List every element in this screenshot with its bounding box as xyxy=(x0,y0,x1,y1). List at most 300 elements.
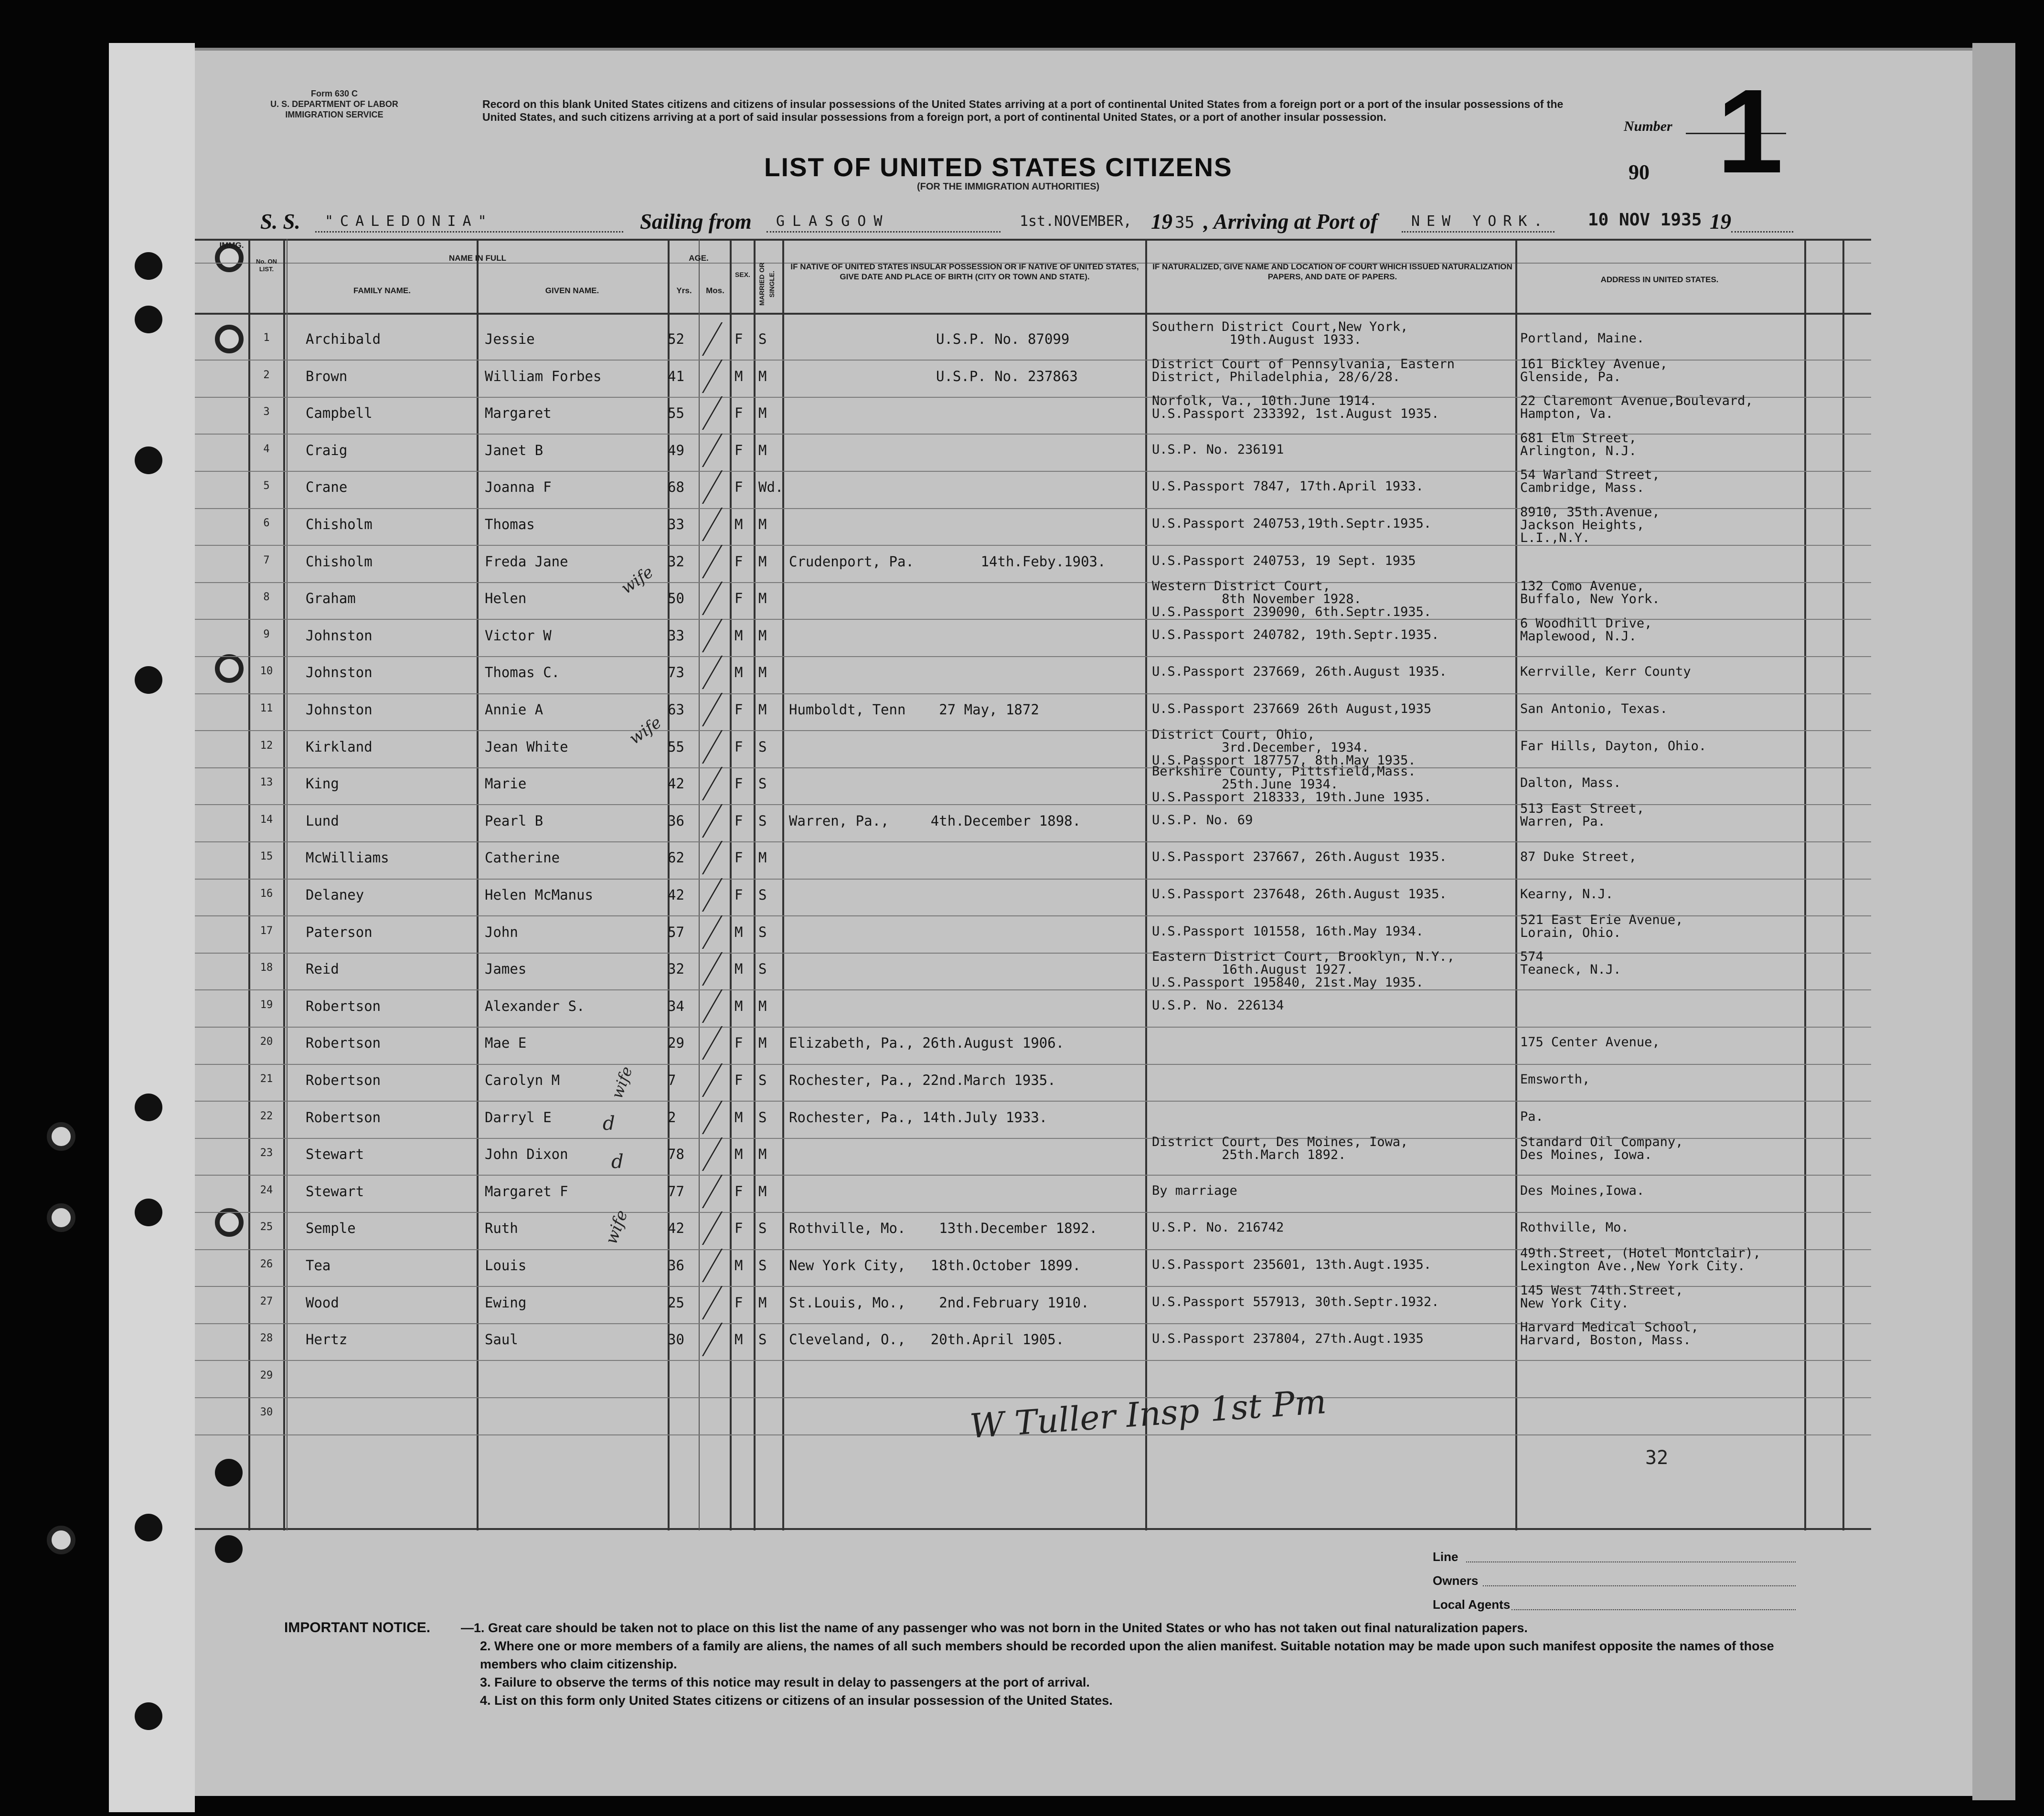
row-number: 14 xyxy=(260,813,273,826)
us-address: Kerrville, Kerr County xyxy=(1520,664,1691,680)
us-address: Dalton, Mass. xyxy=(1520,775,1621,791)
naturalization-info: U.S.Passport 237669, 26th.August 1935. xyxy=(1152,664,1447,680)
table-bottom-border xyxy=(195,1528,1871,1530)
marital-status: S xyxy=(758,1109,767,1126)
row-divider xyxy=(195,1360,1871,1361)
port-dotline xyxy=(766,231,1001,233)
binder-ring xyxy=(47,1122,75,1151)
ship-dotline xyxy=(315,231,623,233)
birth-place-date: Rochester, Pa., 22nd.March 1935. xyxy=(789,1072,1056,1088)
marital-status: M xyxy=(758,368,767,384)
us-address: 87 Duke Street, xyxy=(1520,850,1637,865)
address-header: ADDRESS IN UNITED STATES. xyxy=(1600,275,1719,284)
row-divider xyxy=(195,1175,1871,1176)
sex: F xyxy=(735,1220,743,1237)
family-name: Stewart xyxy=(306,1183,364,1200)
family-name-header: FAMILY NAME. xyxy=(353,286,411,295)
birth-place-date: Cleveland, O., 20th.April 1905. xyxy=(789,1331,1065,1348)
col-line xyxy=(782,239,784,1530)
given-name: Thomas C. xyxy=(485,664,560,681)
naturalization-info: U.S.P. No. 69 xyxy=(1152,812,1253,828)
us-address: 521 East Erie Avenue, Lorain, Ohio. xyxy=(1520,912,1683,940)
arriving-label: , Arriving at Port of xyxy=(1203,210,1378,234)
family-name: Kirkland xyxy=(306,738,373,755)
family-name: Tea xyxy=(306,1257,331,1274)
binder-hole xyxy=(135,1199,162,1226)
row-divider xyxy=(195,730,1871,731)
family-name: Craig xyxy=(306,442,348,458)
sex: F xyxy=(735,887,743,903)
service: IMMIGRATION SERVICE xyxy=(285,110,383,119)
age-years: 25 xyxy=(668,1294,684,1311)
form-number: Form 630 C xyxy=(310,89,358,98)
us-address: San Antonio, Texas. xyxy=(1520,701,1668,716)
naturalization-info: U.S.Passport 7847, 17th.April 1933. xyxy=(1152,479,1424,494)
us-address: Des Moines,Iowa. xyxy=(1520,1183,1645,1198)
owners-label: Owners xyxy=(1433,1573,1479,1588)
age-years: 42 xyxy=(668,887,684,903)
naturalization-info: U.S.P. No. 216742 xyxy=(1152,1220,1284,1235)
naturalization-info: U.S.Passport 240753, 19 Sept. 1935 xyxy=(1152,553,1416,568)
given-name-header: GIVEN NAME. xyxy=(545,286,599,295)
notice-1: —1. Great care should be taken not to place on this list the name of any passenger who was not born in the United States or who has not taken out final naturalization papers. xyxy=(461,1621,1528,1635)
row-number: 24 xyxy=(260,1184,273,1196)
us-address: 161 Bickley Avenue, Glenside, Pa. xyxy=(1520,356,1668,384)
naturalization-info: U.S.Passport 240782, 19th.Septr.1935. xyxy=(1152,627,1439,642)
sailing-label: Sailing from xyxy=(640,210,752,234)
marital-status: M xyxy=(758,627,767,644)
us-address: Standard Oil Company, Des Moines, Iowa. xyxy=(1520,1135,1683,1163)
family-name: Semple xyxy=(306,1220,356,1237)
sex: F xyxy=(735,738,743,755)
given-name: Ewing xyxy=(485,1294,527,1311)
sex: F xyxy=(735,701,743,718)
row-number: 3 xyxy=(263,406,270,418)
family-name: Robertson xyxy=(306,998,381,1014)
row-number: 28 xyxy=(260,1332,273,1345)
row-number: 15 xyxy=(260,850,273,863)
port-to: NEW YORK. xyxy=(1411,213,1549,230)
given-name: Thomas xyxy=(485,516,535,532)
sex: F xyxy=(735,850,743,866)
marital-status: S xyxy=(758,1220,767,1237)
given-name: Freda Jane xyxy=(485,553,568,570)
wife-mark: wife xyxy=(626,712,665,749)
col-line xyxy=(1145,239,1147,1530)
age-years: 78 xyxy=(668,1146,684,1163)
age-years: 36 xyxy=(668,1257,684,1274)
sex: M xyxy=(735,664,743,681)
mos-header: Mos. xyxy=(706,286,724,295)
owners-field xyxy=(1483,1585,1796,1586)
page-count: 32 xyxy=(1645,1447,1669,1469)
sex: M xyxy=(735,627,743,644)
sex: M xyxy=(735,961,743,977)
sex: F xyxy=(735,775,743,792)
wife-mark: wife xyxy=(602,1208,632,1247)
family-name: Paterson xyxy=(306,924,373,940)
sex: F xyxy=(735,1183,743,1200)
sex: M xyxy=(735,1146,743,1163)
marital-status: M xyxy=(758,998,767,1014)
row-number: 20 xyxy=(260,1036,273,1048)
sex: M xyxy=(735,924,743,940)
marital-status: S xyxy=(758,812,767,829)
age-years: 7 xyxy=(668,1072,676,1088)
binder-hole xyxy=(135,1094,162,1121)
marital-status: S xyxy=(758,775,767,792)
family-name: McWilliams xyxy=(306,850,389,866)
age-years: 30 xyxy=(668,1331,684,1348)
age-header: AGE. xyxy=(689,254,709,263)
age-years: 68 xyxy=(668,479,684,496)
family-name: Robertson xyxy=(306,1072,381,1088)
sex: M xyxy=(735,516,743,532)
naturalization-info: U.S.P. No. 236191 xyxy=(1152,442,1284,457)
marital-status: M xyxy=(758,664,767,681)
naturalization-info: U.S.Passport 237648, 26th.August 1935. xyxy=(1152,887,1447,902)
age-years: 32 xyxy=(668,553,684,570)
age-years: 63 xyxy=(668,701,684,718)
marital-status: M xyxy=(758,553,767,570)
page-title: LIST OF UNITED STATES CITIZENS xyxy=(764,152,1233,182)
no-on-list-header: No. ON LIST. xyxy=(256,258,277,273)
binder-ring xyxy=(47,1526,75,1554)
age-years: 50 xyxy=(668,590,684,607)
sex: F xyxy=(735,590,743,607)
sex: F xyxy=(735,442,743,458)
given-name: Louis xyxy=(485,1257,527,1274)
inspector-signature: W Tuller Insp 1st Pm xyxy=(969,1382,1328,1446)
us-address: Kearny, N.J. xyxy=(1520,887,1614,902)
sex: F xyxy=(735,812,743,829)
row-number: 29 xyxy=(260,1369,273,1381)
birth-header: IF NATIVE OF UNITED STATES INSULAR POSSESSION OR IF NATIVE OF UNITED STATES, GIVE DATE AND PLACE OF BIRTH (CITY OR TOWN AND STATE). xyxy=(790,262,1139,281)
daughter-mark: d xyxy=(611,1151,624,1173)
given-name: John Dixon xyxy=(485,1146,568,1163)
age-years: 29 xyxy=(668,1035,684,1051)
line-label: Line xyxy=(1433,1550,1458,1564)
col-line xyxy=(754,239,756,1530)
naturalization-info: District Court, Des Moines, Iowa, 25th.March 1892. xyxy=(1152,1135,1408,1163)
age-years: 62 xyxy=(668,850,684,866)
row-number: 26 xyxy=(260,1258,273,1270)
naturalization-info: Norfolk, Va., 10th.June 1914. U.S.Passport 233392, 1st.August 1935. xyxy=(1152,393,1439,422)
given-name: Jessie xyxy=(485,331,535,347)
binder-hole xyxy=(135,1702,162,1730)
naturalization-info: District Court, Ohio, 3rd.December, 1934. U.S.Passport 187757, 8th.May 1935. xyxy=(1152,727,1416,768)
row-number: 13 xyxy=(260,776,273,789)
family-name: Chisholm xyxy=(306,553,373,570)
birth-place-date: Crudenport, Pa. 14th.Feby.1903. xyxy=(789,553,1106,570)
row-number: 23 xyxy=(260,1147,273,1159)
notice-3: 3. Failure to observe the terms of this notice may result in delay to passengers at the port of arrival. xyxy=(480,1675,1090,1689)
given-name: Margaret xyxy=(485,405,552,422)
row-divider xyxy=(195,1397,1871,1398)
row-number: 11 xyxy=(260,702,273,714)
sex: F xyxy=(735,1072,743,1088)
arrival-year: 19 xyxy=(1710,210,1731,234)
age-years: 36 xyxy=(668,812,684,829)
us-address: 574 Teaneck, N.J. xyxy=(1520,949,1621,977)
given-name: Victor W xyxy=(485,627,552,644)
family-name: Archibald xyxy=(306,331,381,347)
birth-place-date: Rothville, Mo. 13th.December 1892. xyxy=(789,1220,1098,1237)
age-years: 32 xyxy=(668,961,684,977)
row-divider xyxy=(195,1101,1871,1102)
birth-place-date: U.S.P. No. 237863 xyxy=(936,368,1078,384)
number-label: Number xyxy=(1624,118,1672,134)
family-name: Chisholm xyxy=(306,516,373,532)
wife-mark: wife xyxy=(607,1064,636,1101)
naturalization-info: U.S.Passport 557913, 30th.Septr.1932. xyxy=(1152,1294,1439,1309)
birth-place-date: New York City, 18th.October 1899. xyxy=(789,1257,1081,1274)
marital-status: M xyxy=(758,701,767,718)
us-address: 175 Center Avenue, xyxy=(1520,1035,1660,1050)
marital-status: S xyxy=(758,1257,767,1274)
row-divider xyxy=(195,1212,1871,1213)
marital-status: S xyxy=(758,331,767,347)
row-divider xyxy=(195,841,1871,842)
family-name: Robertson xyxy=(306,1035,381,1051)
age-years: 33 xyxy=(668,627,684,644)
age-years: 33 xyxy=(668,516,684,532)
naturalization-info: Berkshire County, Pittsfield,Mass. 25th.June 1934. U.S.Passport 218333, 19th.June 1935. xyxy=(1152,764,1432,805)
binder-hole xyxy=(135,1514,162,1541)
age-years: 42 xyxy=(668,1220,684,1237)
birth-place-date: U.S.P. No. 87099 xyxy=(936,331,1070,347)
family-name: Johnston xyxy=(306,664,373,681)
given-name: Saul xyxy=(485,1331,518,1348)
row-number: 6 xyxy=(263,517,270,529)
given-name: Janet B xyxy=(485,442,543,458)
port-from: GLASGOW xyxy=(776,213,890,230)
row-number: 4 xyxy=(263,443,270,455)
given-name: Mae E xyxy=(485,1035,527,1051)
sex: F xyxy=(735,479,743,496)
row-number: 1 xyxy=(263,332,270,344)
family-name: Johnston xyxy=(306,627,373,644)
marital-status: M xyxy=(758,405,767,422)
marital-status: S xyxy=(758,738,767,755)
ss-label: S. S. xyxy=(260,210,300,234)
row-number: 19 xyxy=(260,998,273,1011)
form-identifier xyxy=(256,88,413,120)
agents-field xyxy=(1512,1609,1796,1610)
family-name: King xyxy=(306,775,339,792)
notice-heading: IMPORTANT NOTICE. xyxy=(284,1620,431,1635)
col-line xyxy=(1842,239,1844,1530)
age-years: 55 xyxy=(668,738,684,755)
us-address: Portland, Maine. xyxy=(1520,331,1645,346)
marital-status: M xyxy=(758,1183,767,1200)
marital-status: M xyxy=(758,516,767,532)
row-number: 25 xyxy=(260,1221,273,1233)
family-name: Stewart xyxy=(306,1146,364,1163)
birth-place-date: Humboldt, Tenn 27 May, 1872 xyxy=(789,701,1039,718)
family-name: Brown xyxy=(306,368,348,384)
row-divider xyxy=(195,989,1871,990)
given-name: Helen McManus xyxy=(485,887,593,903)
birth-place-date: Rochester, Pa., 14th.July 1933. xyxy=(789,1109,1048,1126)
arrival-stamp: 10 NOV 1935 xyxy=(1588,210,1702,230)
marital-status: M xyxy=(758,850,767,866)
binder-hole xyxy=(135,252,162,280)
us-address: 8910, 35th.Avenue, Jackson Heights, L.I.,N.Y. xyxy=(1520,505,1660,545)
family-name: Reid xyxy=(306,961,339,977)
port-to-dotline xyxy=(1402,231,1554,233)
marital-status: S xyxy=(758,887,767,903)
naturalization-info: By marriage xyxy=(1152,1183,1237,1198)
birth-place-date: Elizabeth, Pa., 26th.August 1906. xyxy=(789,1035,1065,1051)
row-divider xyxy=(195,1027,1871,1028)
family-name: Wood xyxy=(306,1294,339,1311)
marital-status: Wd. xyxy=(758,479,784,496)
row-number: 2 xyxy=(263,369,270,381)
sex: F xyxy=(735,1035,743,1051)
yrs-header: Yrs. xyxy=(676,286,692,295)
list-number: 1 xyxy=(1717,64,1784,198)
imm-header: IMMG. xyxy=(219,241,244,250)
row-number: 18 xyxy=(260,962,273,974)
age-years: 55 xyxy=(668,405,684,422)
us-address: 54 Warland Street, Cambridge, Mass. xyxy=(1520,467,1660,496)
age-years: 49 xyxy=(668,442,684,458)
row-divider xyxy=(195,767,1871,768)
us-address: Far Hills, Dayton, Ohio. xyxy=(1520,738,1707,754)
us-address: 513 East Street, Warren, Pa. xyxy=(1520,801,1645,829)
us-address: Rothville, Mo. xyxy=(1520,1220,1629,1235)
age-years: 57 xyxy=(668,924,684,940)
naturalized-header: IF NATURALIZED, GIVE NAME AND LOCATION OF COURT WHICH ISSUED NATURALIZATION PAPERS, AND DATE OF PAPERS. xyxy=(1152,262,1512,281)
naturalization-info: District Court of Pennsylvania, Eastern District, Philadelphia, 28/6/28. xyxy=(1152,356,1455,384)
marital-status: M xyxy=(758,1146,767,1163)
row-divider xyxy=(195,879,1871,880)
age-years: 77 xyxy=(668,1183,684,1200)
header-bottom-border xyxy=(195,313,1871,315)
naturalization-info: U.S.Passport 101558, 16th.May 1934. xyxy=(1152,924,1424,939)
given-name: Alexander S. xyxy=(485,998,585,1014)
given-name: Annie A xyxy=(485,701,543,718)
given-name: Pearl B xyxy=(485,812,543,829)
family-name: Crane xyxy=(306,479,348,496)
marital-status: S xyxy=(758,1072,767,1088)
sex: F xyxy=(735,1294,743,1311)
date-sailed: 1st.NOVEMBER, xyxy=(1020,213,1132,230)
table-top-border xyxy=(195,239,1871,241)
family-name: Robertson xyxy=(306,1109,381,1126)
row-number: 21 xyxy=(260,1073,273,1085)
row-divider xyxy=(195,545,1871,546)
family-name: Campbell xyxy=(306,405,373,422)
col-line xyxy=(477,239,479,1530)
binder-hole xyxy=(135,446,162,474)
row-number: 30 xyxy=(260,1406,273,1419)
naturalization-info: Western District Court, 8th November 1928. U.S.Passport 239090, 6th.Septr.1935. xyxy=(1152,579,1432,620)
family-name: Johnston xyxy=(306,701,373,718)
notice-2: 2. Where one or more members of a family are aliens, the names of all such members should be recorded upon the alien manifest. Suitable notation may be made upon such manifest opposite the names of those members who claim citizenship. xyxy=(480,1639,1774,1671)
year-suffix: 35 xyxy=(1175,213,1194,232)
marital-status: M xyxy=(758,1294,767,1311)
naturalization-info: U.S.Passport 237669 26th August,1935 xyxy=(1152,701,1432,716)
family-name: Graham xyxy=(306,590,356,607)
binder-ring xyxy=(47,1203,75,1232)
sheet-code: 90 xyxy=(1629,160,1650,184)
marital-status: M xyxy=(758,442,767,458)
us-address: 132 Como Avenue, Buffalo, New York. xyxy=(1520,579,1660,607)
binder-hole xyxy=(215,1535,243,1563)
row-number: 7 xyxy=(263,554,270,566)
given-name: Helen xyxy=(485,590,527,607)
naturalization-info: Southern District Court,New York, 19th.August 1933. xyxy=(1152,319,1408,347)
us-address: 6 Woodhill Drive, Maplewood, N.J. xyxy=(1520,616,1652,644)
notice-4: 4. List on this form only United States citizens or citizens of an insular possession of the United States. xyxy=(480,1693,1113,1708)
age-years: 2 xyxy=(668,1109,676,1126)
marital-status: S xyxy=(758,924,767,940)
us-address: Pa. xyxy=(1520,1109,1544,1124)
given-name: Ruth xyxy=(485,1220,518,1237)
sex: M xyxy=(735,1109,743,1126)
binder-hole xyxy=(135,666,162,694)
year-prefix: 19 xyxy=(1151,210,1172,234)
col-line xyxy=(1515,239,1517,1530)
sex: M xyxy=(735,1331,743,1348)
us-address: Emsworth, xyxy=(1520,1072,1590,1087)
row-number: 5 xyxy=(263,480,270,492)
age-years: 73 xyxy=(668,664,684,681)
sex: M xyxy=(735,1257,743,1274)
naturalization-info: U.S.P. No. 226134 xyxy=(1152,998,1284,1013)
row-divider xyxy=(195,656,1871,657)
marital-status: S xyxy=(758,961,767,977)
department: U. S. DEPARTMENT OF LABOR xyxy=(270,99,398,109)
us-address: 681 Elm Street, Arlington, N.J. xyxy=(1520,430,1637,458)
naturalization-info: U.S.Passport 237804, 27th.Augt.1935 xyxy=(1152,1331,1424,1347)
col-line xyxy=(1804,239,1806,1530)
sex: M xyxy=(735,368,743,384)
ship-name: "CALEDONIA" xyxy=(325,213,493,230)
line-field xyxy=(1466,1561,1796,1562)
wife-mark: wife xyxy=(617,562,657,598)
arrival-dotline xyxy=(1731,231,1793,233)
name-in-full-header: NAME IN FULL xyxy=(449,254,506,263)
naturalization-info: U.S.Passport 237667, 26th.August 1935. xyxy=(1152,850,1447,865)
given-name: Marie xyxy=(485,775,527,792)
given-name: Margaret F xyxy=(485,1183,568,1200)
given-name: Jean White xyxy=(485,738,568,755)
us-address: 49th.Street, (Hotel Montclair), Lexington Ave.,New York City. xyxy=(1520,1246,1761,1274)
us-address: 145 West 74th.Street, New York City. xyxy=(1520,1283,1683,1311)
family-name: Hertz xyxy=(306,1331,348,1348)
row-number: 17 xyxy=(260,924,273,937)
birth-place-date: St.Louis, Mo., 2nd.February 1910. xyxy=(789,1294,1089,1311)
row-divider xyxy=(195,693,1871,694)
col-line xyxy=(283,239,285,1530)
given-name: Catherine xyxy=(485,850,560,866)
sex: M xyxy=(735,998,743,1014)
daughter-mark: d xyxy=(603,1113,615,1135)
marital-status: M xyxy=(758,590,767,607)
naturalization-info: Eastern District Court, Brooklyn, N.Y., 16th.August 1927. U.S.Passport 195840, 21st.May 1935. xyxy=(1152,949,1455,990)
row-number: 16 xyxy=(260,888,273,900)
birth-place-date: Warren, Pa., 4th.December 1898. xyxy=(789,812,1081,829)
given-name: James xyxy=(485,961,527,977)
row-number: 10 xyxy=(260,665,273,678)
us-address: 22 Claremont Avenue,Boulevard, Hampton, Va. xyxy=(1520,393,1753,422)
family-name: Lund xyxy=(306,812,339,829)
sex-header: SEX. xyxy=(735,271,750,278)
us-address: Harvard Medical School, Harvard, Boston, Mass. xyxy=(1520,1320,1699,1348)
